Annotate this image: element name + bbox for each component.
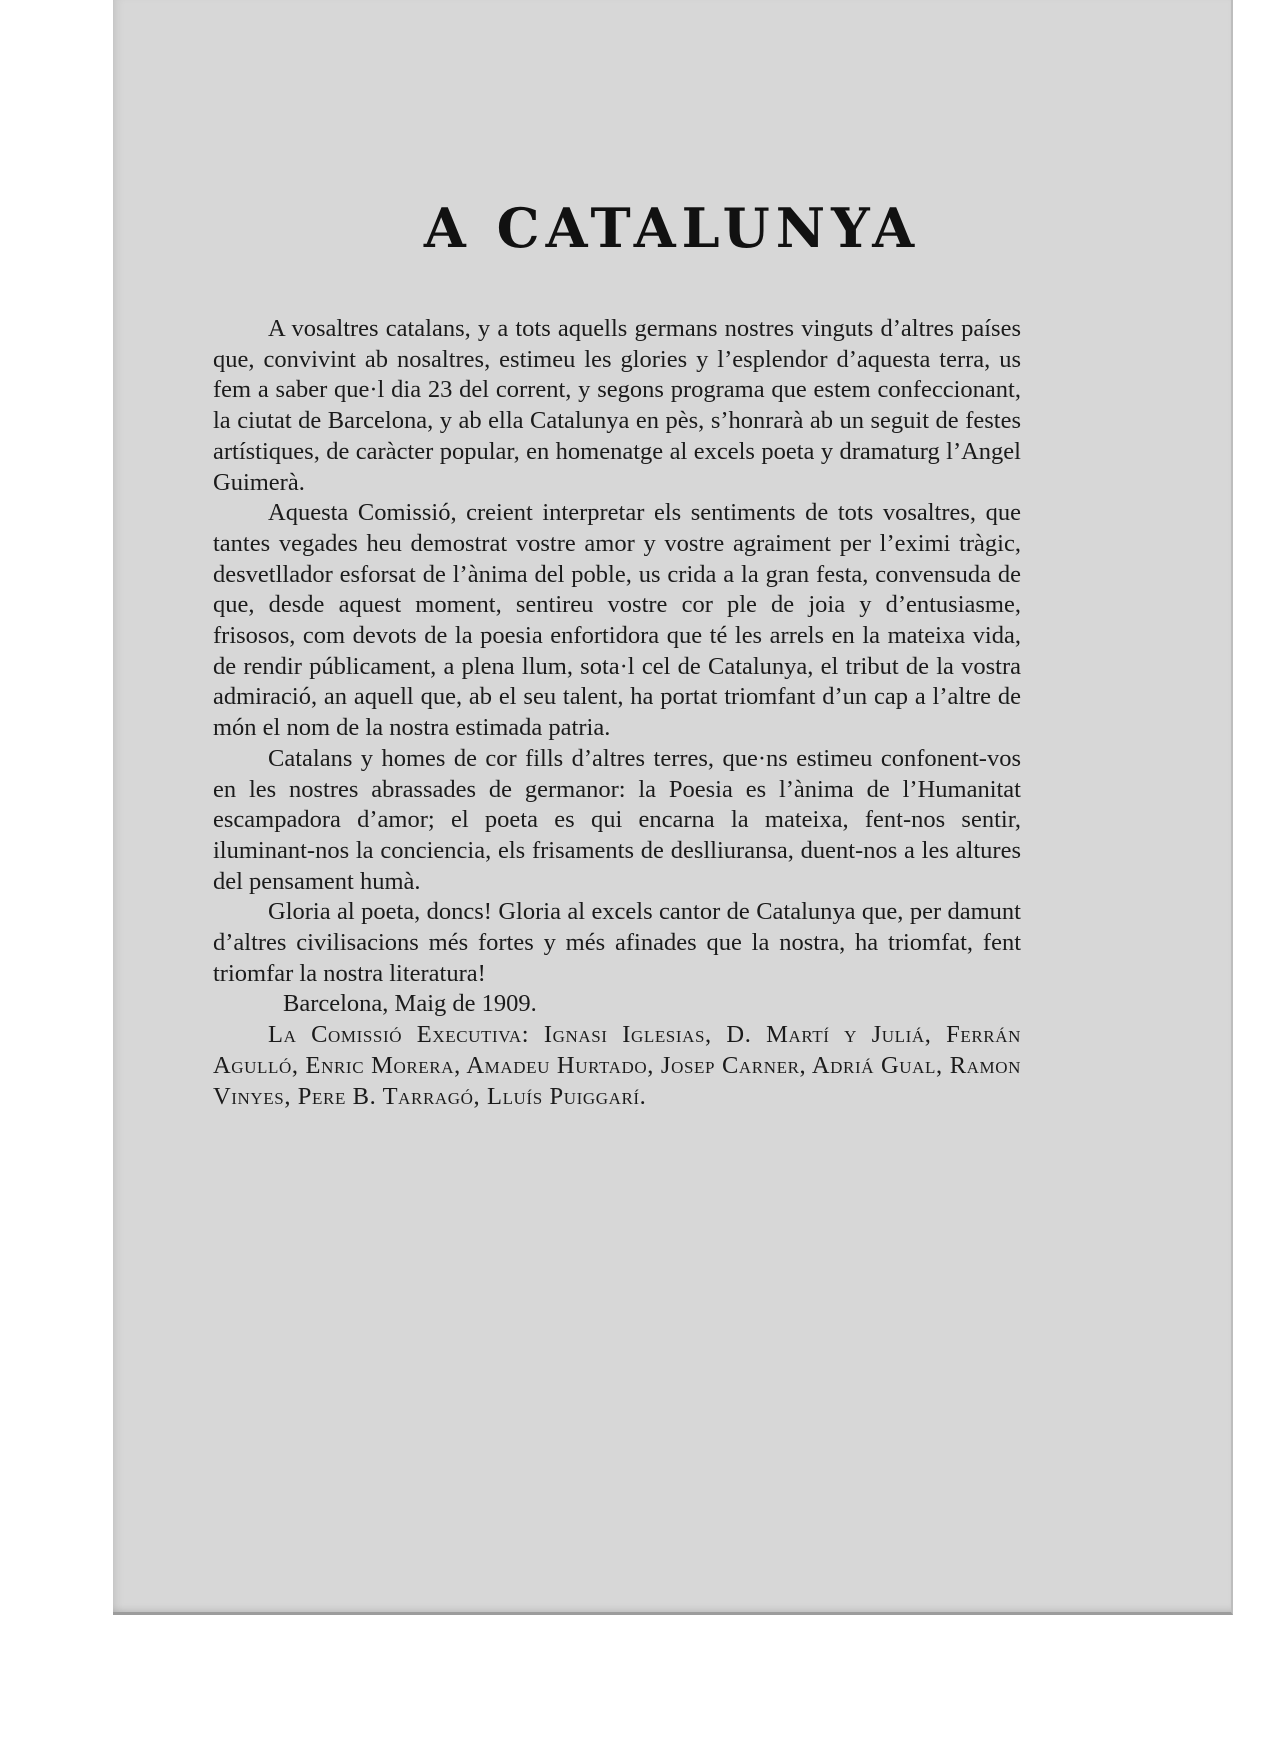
signatories: La Comissió Executiva: Ignasi Iglesias, D. Martí y Juliá, Ferrán Agulló, Enric Morera, Amadeu Hurtado, Josep Carner, Adriá Gual, Ramon Vinyes, Pere B. Tarragó, Lluís Puiggarí. xyxy=(213,1021,1021,1110)
paragraph-4: Gloria al poeta, doncs! Gloria al excels cantor de Catalunya que, per damunt d’altres civilisacions més fortes y més afinades que la nostra, ha triomfat, fent triomfar la nostra literatura! xyxy=(213,898,1021,987)
document-title: A CATALUNYA xyxy=(423,196,921,260)
dateline: Barcelona, Maig de 1909. xyxy=(283,990,537,1018)
paragraph-1: A vosaltres catalans, y a tots aquells germans nostres vinguts d’altres países que, convivint ab nosaltres, estimeu les glories y l’esplendor d’aquesta terra, us fem a saber que·l dia 23 del corrent, y segons programa que estem confeccionant, la ciutat de Barcelona, y ab ella Catalunya en pès, s’honrarà ab un seguit de festes artístiques, de caràcter popular, en homenatge al excels poeta y dramaturg l’Angel Guimerà. xyxy=(213,315,1021,496)
document-body xyxy=(213,314,1021,1112)
paragraph-3: Catalans y homes de cor fills d’altres terres, que·ns estimeu confonent-vos en les nostres abrassades de germanor: la Poesia es l’ànima de l’Humanitat escampadora d’amor; el poeta es qui encarna la mateixa, fent-nos sentir, iluminant-nos la conciencia, els frisaments de deslliuransa, duent-nos a les altures del pensament humà. xyxy=(213,744,1021,895)
paragraph-2: Aquesta Comissió, creient interpretar els sentiments de tots vosaltres, que tantes vegades heu demostrat vostre amor y vostre agraiment per l’eximi tràgic, desvetllador esforsat de l’ànima del poble, us crida a la gran festa, convensuda de que, desde aquest moment, sentireu vostre cor ple de joia y d’entusiasme, frisosos, com devots de la poesia enfortidora que té les arrels en la mateixa vida, de rendir públicament, a plena llum, sota·l cel de Catalunya, el tribut de la vostra admiració, an aquell que, ab el seu talent, ha portat triomfant d’un cap a l’altre de món el nom de la nostra estimada patria. xyxy=(213,499,1021,742)
